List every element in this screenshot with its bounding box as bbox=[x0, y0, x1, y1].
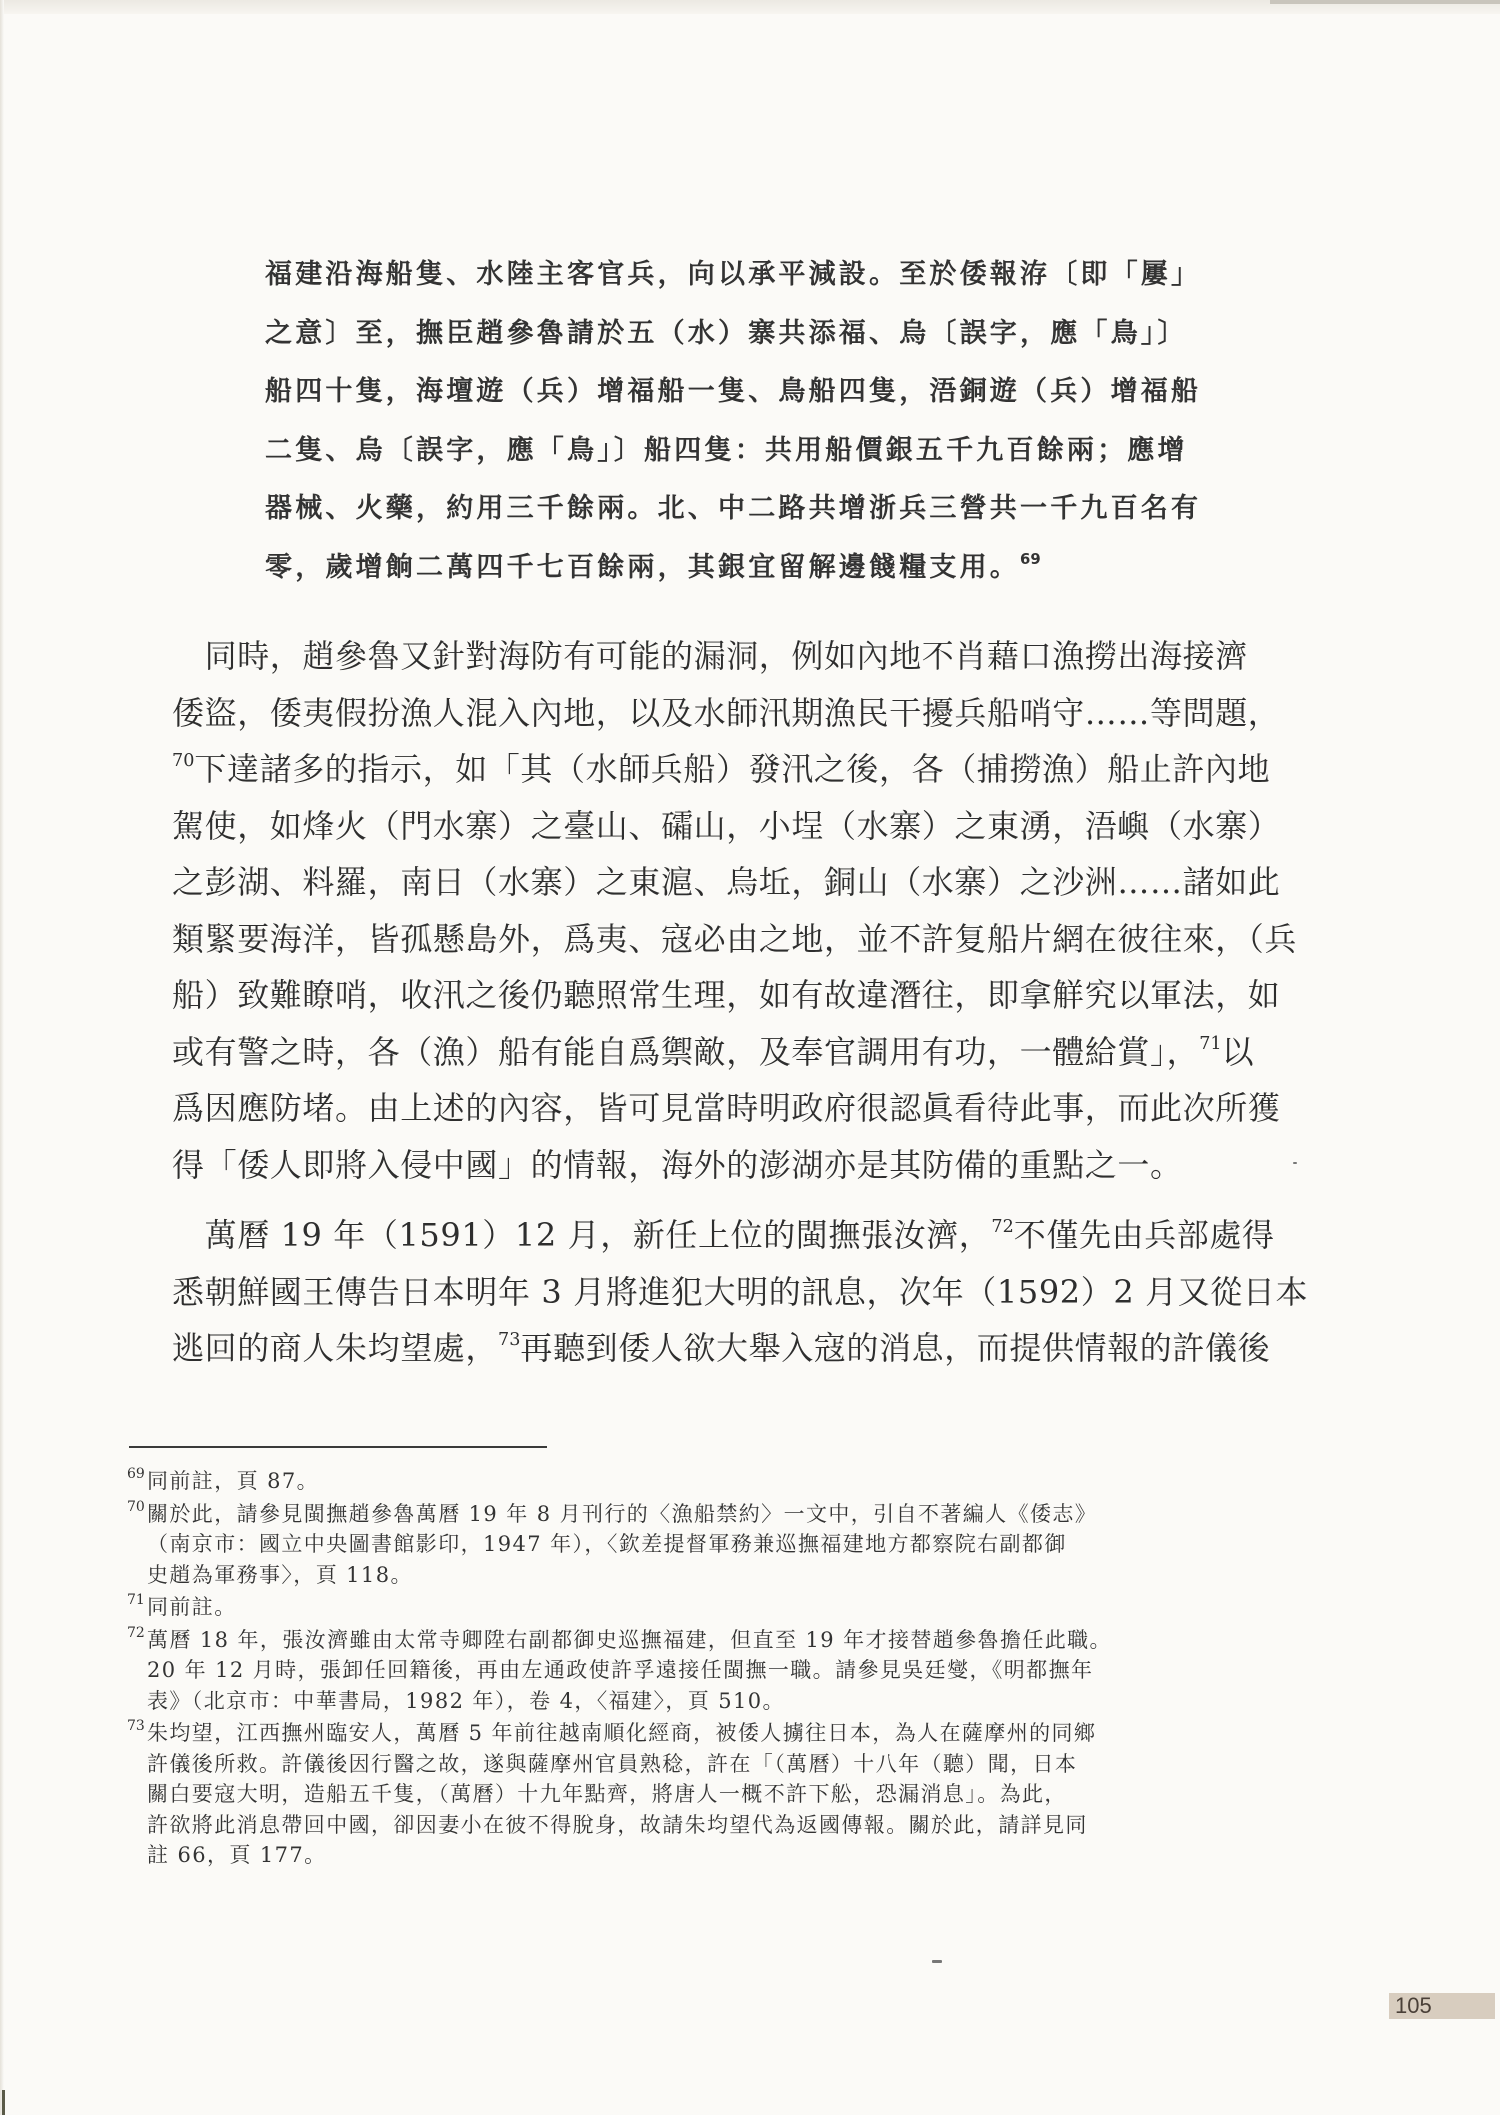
body-line: 悉朝鮮國王傳告日本明年 3 月將進犯大明的訊息，次年（1592）2 月又從日本 bbox=[172, 1272, 1309, 1311]
footnote-line: 20 年 12 月時，張卸任回籍後，再由左通政使許孚遠接任閩撫一職。請參見吳廷燮，《明都撫年 bbox=[147, 1658, 1094, 1682]
quote-line: 器械、火藥，約用三千餘兩。北、中二路共增浙兵三營共一千九百名有 bbox=[265, 493, 1202, 524]
footnote-line: 許欲將此消息帶回中國，卻因妻小在彼不得脫身，故請朱均望代為返國傳報。關於此，請詳見同 bbox=[147, 1812, 1088, 1837]
quote-line-last bbox=[265, 539, 1243, 598]
footnote-ref-71[interactable]: 71 bbox=[1199, 1033, 1222, 1054]
body-line bbox=[172, 1320, 1271, 1377]
body-line: 得「倭人即將入侵中國」的情報，海外的澎湖亦是其防備的重點之一。 bbox=[172, 1145, 1183, 1184]
footnote-line: 許儀後所救。許儀後因行醫之故，遂與薩摩州官員熟稔，許在「（萬曆）十八年（聽）聞，日本 bbox=[147, 1751, 1078, 1776]
footnote-69 bbox=[127, 1466, 1247, 1497]
footnote-72 bbox=[127, 1625, 1247, 1717]
quote-line-text: 零，歲增餉二萬四千七百餘兩，其銀宜留解邊餞糧支用。 bbox=[265, 551, 1020, 583]
paragraph bbox=[172, 628, 1298, 1193]
footnote-73 bbox=[127, 1718, 1247, 1871]
scan-speck bbox=[932, 1960, 942, 1963]
footnote-line: 同前註。 bbox=[147, 1595, 237, 1619]
footnote-line: 同前註，頁 87。 bbox=[147, 1469, 319, 1493]
quote-line: 船四十隻，海壇遊（兵）增福船一隻、鳥船四隻，浯銅遊（兵）增福船 bbox=[265, 376, 1202, 407]
footnote-number: 73 bbox=[127, 1718, 145, 1734]
body-line: 倭盜，倭夷假扮漁人混入內地，以及水師汛期漁民干擾兵船哨守……等問題， bbox=[172, 693, 1281, 732]
footnote-ref-73[interactable]: 73 bbox=[498, 1329, 521, 1350]
footnote-line: 史趙為軍務事〉，頁 118。 bbox=[147, 1562, 413, 1587]
body-text bbox=[172, 628, 1309, 1377]
body-line: 駕使，如烽火（門水寨）之臺山、礵山，小埕（水寨）之東湧，浯嶼（水寨） bbox=[172, 806, 1281, 845]
binding-mark bbox=[2, 2090, 5, 2115]
body-line: 同時，趙參魯又針對海防有可能的漏洞，例如內地不肖藉口漁撈出海接濟 bbox=[172, 637, 1248, 675]
body-line-text: 以 bbox=[1221, 1032, 1255, 1071]
body-line-text: 再聽到倭人欲大舉入寇的消息，而提供情報的許儀後 bbox=[520, 1329, 1271, 1367]
body-line-text: 或有警之時，各（漁）船有能自爲禦敵，及奉官調用有功，一體給賞」， bbox=[172, 1032, 1200, 1071]
body-line: 爲因應防堵。由上述的內容，皆可見當時明政府很認眞看待此事，而此次所獲 bbox=[172, 1089, 1281, 1127]
footnote-ref-69[interactable]: 69 bbox=[1020, 549, 1041, 568]
footnote-70 bbox=[127, 1499, 1247, 1591]
footnote-ref-72[interactable]: 72 bbox=[991, 1216, 1014, 1237]
page-binding-edge bbox=[0, 0, 4, 2115]
footnote-line: 萬曆 18 年，張汝濟雖由太常寺卿陞右副都御史巡撫福建，但直至 19 年才接替趙參魯擔任此職。 bbox=[147, 1627, 1112, 1652]
body-line: 船）致難瞭哨，收汛之後仍聽照常生理，如有故違潛往，即拿觧究以軍法，如 bbox=[172, 976, 1281, 1014]
footnote-number: 70 bbox=[127, 1498, 145, 1515]
footnote-number: 72 bbox=[127, 1624, 145, 1641]
body-line-text: 逃回的商人朱均望處， bbox=[172, 1329, 499, 1367]
paragraph-gap bbox=[172, 1193, 1244, 1207]
body-line-text: 萬曆 19 年（1591）12 月，新任上位的閩撫張汝濟， bbox=[172, 1216, 992, 1254]
body-line bbox=[172, 1207, 1275, 1264]
footnote-line: 關於此，請參見閩撫趙參魯萬曆 19 年 8 月刊行的〈漁船禁約〉一文中，引自不著編人《倭志》 bbox=[147, 1501, 1098, 1526]
footnote-line: （南京市：國立中央圖書館影印，1947 年），〈欽差提督軍務兼巡撫福建地方都察院右副都御 bbox=[147, 1532, 1067, 1556]
footnote-line: 註 66，頁 177。 bbox=[147, 1843, 327, 1867]
body-line-text: 下達諸多的指示，如「其（水師兵船）發汛之後，各（捕撈漁）船止許內地 bbox=[194, 750, 1271, 788]
body-line: 之彭湖、料羅，南日（水寨）之東滬、烏坵，銅山（水寨）之沙洲……諸如此 bbox=[172, 863, 1281, 901]
footnote-number: 71 bbox=[127, 1592, 145, 1608]
block-quotation bbox=[265, 246, 1243, 597]
footnote-line: 表》（北京市：中華書局，1982 年），卷 4，〈福建〉，頁 510。 bbox=[147, 1688, 785, 1713]
scan-speck bbox=[1293, 1162, 1297, 1164]
footnote-line: 關白要寇大明，造船五千隻，（萬曆）十九年點齊，將唐人一概不許下舩，恐漏消息」。為此， bbox=[147, 1782, 1067, 1806]
footnote-separator bbox=[129, 1446, 547, 1448]
footnote-number: 69 bbox=[127, 1466, 145, 1482]
quote-line: 之意〕至，撫臣趙參魯請於五（水）寨共添福、烏〔誤字，應「鳥」〕 bbox=[265, 317, 1188, 349]
page-top-edge bbox=[1270, 0, 1500, 4]
paragraph bbox=[172, 1207, 1309, 1377]
body-line bbox=[172, 741, 1271, 798]
body-line bbox=[172, 1024, 1255, 1081]
body-line-text: 不僅先由兵部處得 bbox=[1013, 1216, 1275, 1254]
footnotes bbox=[127, 1466, 1247, 1873]
quote-line: 福建沿海船隻、水陸主客官兵，向以承平減設。至於倭報洊〔即「屢」 bbox=[265, 259, 1202, 290]
footnote-line: 朱均望，江西撫州臨安人，萬曆 5 年前往越南順化經商，被倭人擄往日本，為人在薩摩州的同鄉 bbox=[147, 1721, 1097, 1745]
quote-line: 二隻、烏〔誤字，應「鳥」〕船四隻：共用船價銀五千九百餘兩；應增 bbox=[265, 434, 1188, 466]
body-line: 類緊要海洋，皆孤懸島外，爲夷、寇必由之地，並不許复船片網在彼往來，（兵 bbox=[172, 919, 1298, 958]
footnote-71 bbox=[127, 1592, 1247, 1623]
page-number: 105 bbox=[1389, 1993, 1495, 2019]
footnote-ref-70[interactable]: 70 bbox=[172, 750, 195, 771]
